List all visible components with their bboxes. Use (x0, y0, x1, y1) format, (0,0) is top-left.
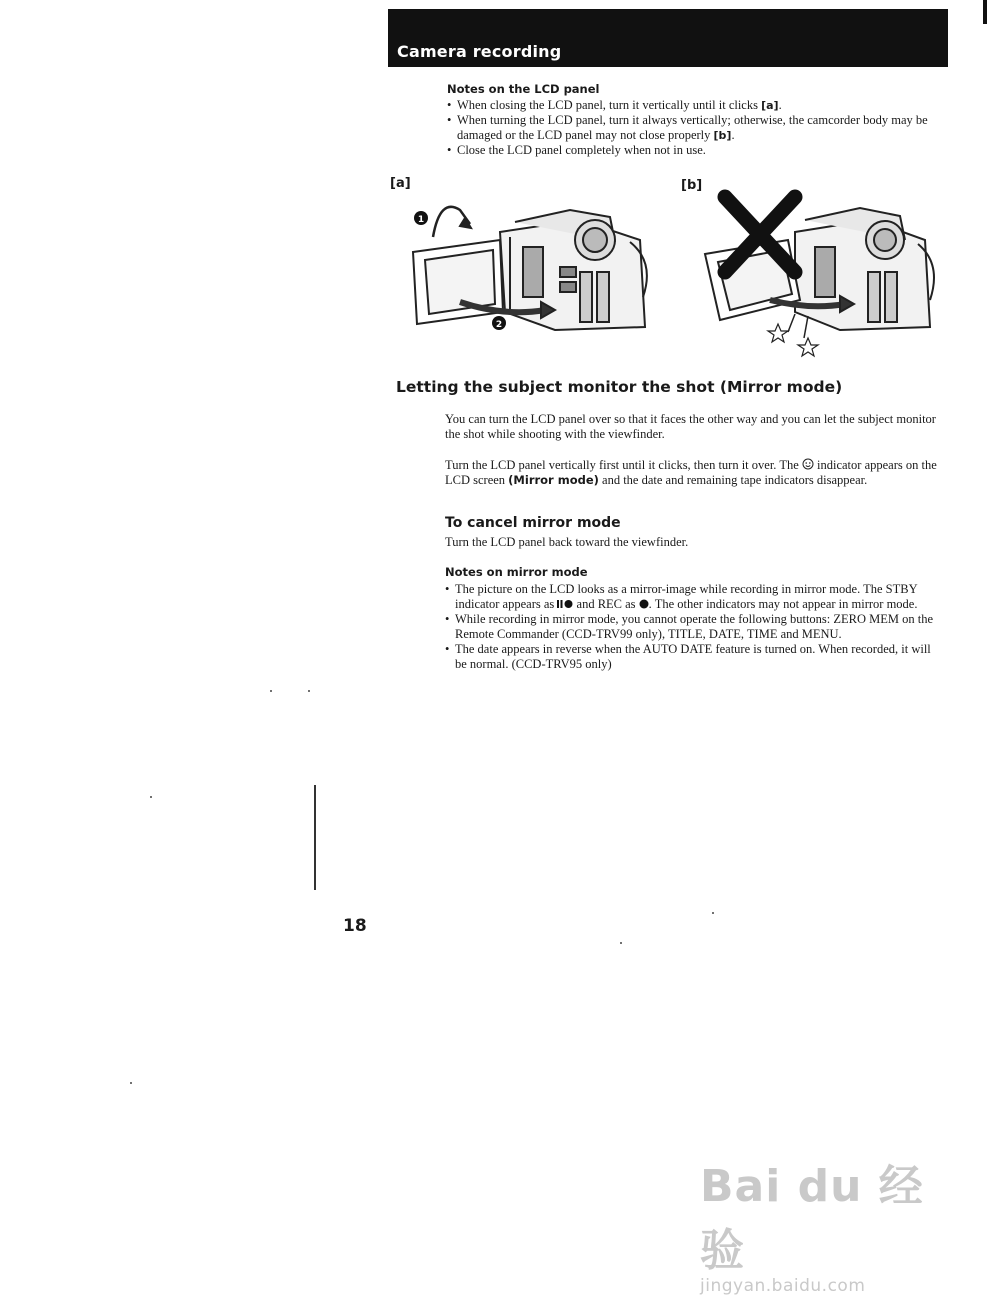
list-item: • When closing the LCD panel, turn it vertically until it clicks [a]. (447, 98, 952, 113)
lcd-notes-heading: Notes on the LCD panel (447, 82, 600, 96)
svg-text:1: 1 (417, 215, 425, 225)
figure-b-camcorder-illustration (700, 192, 945, 362)
mirror-mode-instructions: Turn the LCD panel vertically first until it clicks, then turn it over. The indicator appears on the LCD screen (Mirror mode) and the date and remaining tape indicators disappear. (445, 458, 937, 487)
scan-speck (308, 690, 310, 692)
mirror-notes (445, 565, 945, 672)
stby-indicator-icon (557, 599, 573, 609)
cancel-mirror-text: Turn the LCD panel back toward the viewfinder. (445, 535, 689, 549)
list-item: • While recording in mirror mode, you cannot operate the following buttons: ZERO MEM on the Remote Commander (CCD-TRV99 only), TITLE, DATE, TIME and MENU. (445, 612, 945, 642)
scan-speck (130, 1082, 132, 1084)
list-item: • Close the LCD panel completely when not in use. (447, 143, 952, 158)
list-item: • The picture on the LCD looks as a mirror-image while recording in mirror mode. The STBY indicator appears as and REC as . The other indicators may not appear in mirror mode. (445, 582, 945, 612)
section-header-bar (388, 9, 948, 67)
rec-indicator-icon (639, 599, 649, 609)
page-edge-mark (983, 0, 987, 24)
cancel-mirror-heading: To cancel mirror mode (445, 515, 621, 531)
section-header-title: Camera recording (397, 42, 562, 61)
figure-a-label: [a] (390, 176, 411, 191)
mirror-notes-list (445, 582, 945, 672)
page-number: 18 (343, 916, 367, 936)
list-item: • When turning the LCD panel, turn it always vertically; otherwise, the camcorder body may be damaged or the LCD panel may not close properly [b]. (447, 113, 952, 143)
scan-speck (270, 690, 272, 692)
mirror-mode-section-title: Letting the subject monitor the shot (Mirror mode) (396, 378, 843, 396)
baidu-watermark: Bai du 经验 jingyan.baidu.com (700, 1161, 924, 1296)
margin-rule (314, 785, 316, 890)
mirror-mode-face-icon (802, 458, 814, 470)
scan-speck (620, 942, 622, 944)
lcd-notes (447, 82, 952, 158)
mirror-mode-intro: You can turn the LCD panel over so that it faces the other way and you can let the subject monitor the shot while shooting with the viewfinder. (445, 412, 936, 441)
figure-b-label: [b] (681, 178, 703, 193)
mirror-notes-heading: Notes on mirror mode (445, 565, 588, 579)
figure-a-camcorder-illustration (405, 192, 665, 342)
svg-text:2: 2 (495, 320, 503, 330)
list-item: • The date appears in reverse when the AUTO DATE feature is turned on. When recorded, it will be normal. (CCD-TRV95 only) (445, 642, 945, 672)
scan-speck (150, 796, 152, 798)
lcd-notes-list (447, 98, 952, 158)
scan-speck (712, 912, 714, 914)
